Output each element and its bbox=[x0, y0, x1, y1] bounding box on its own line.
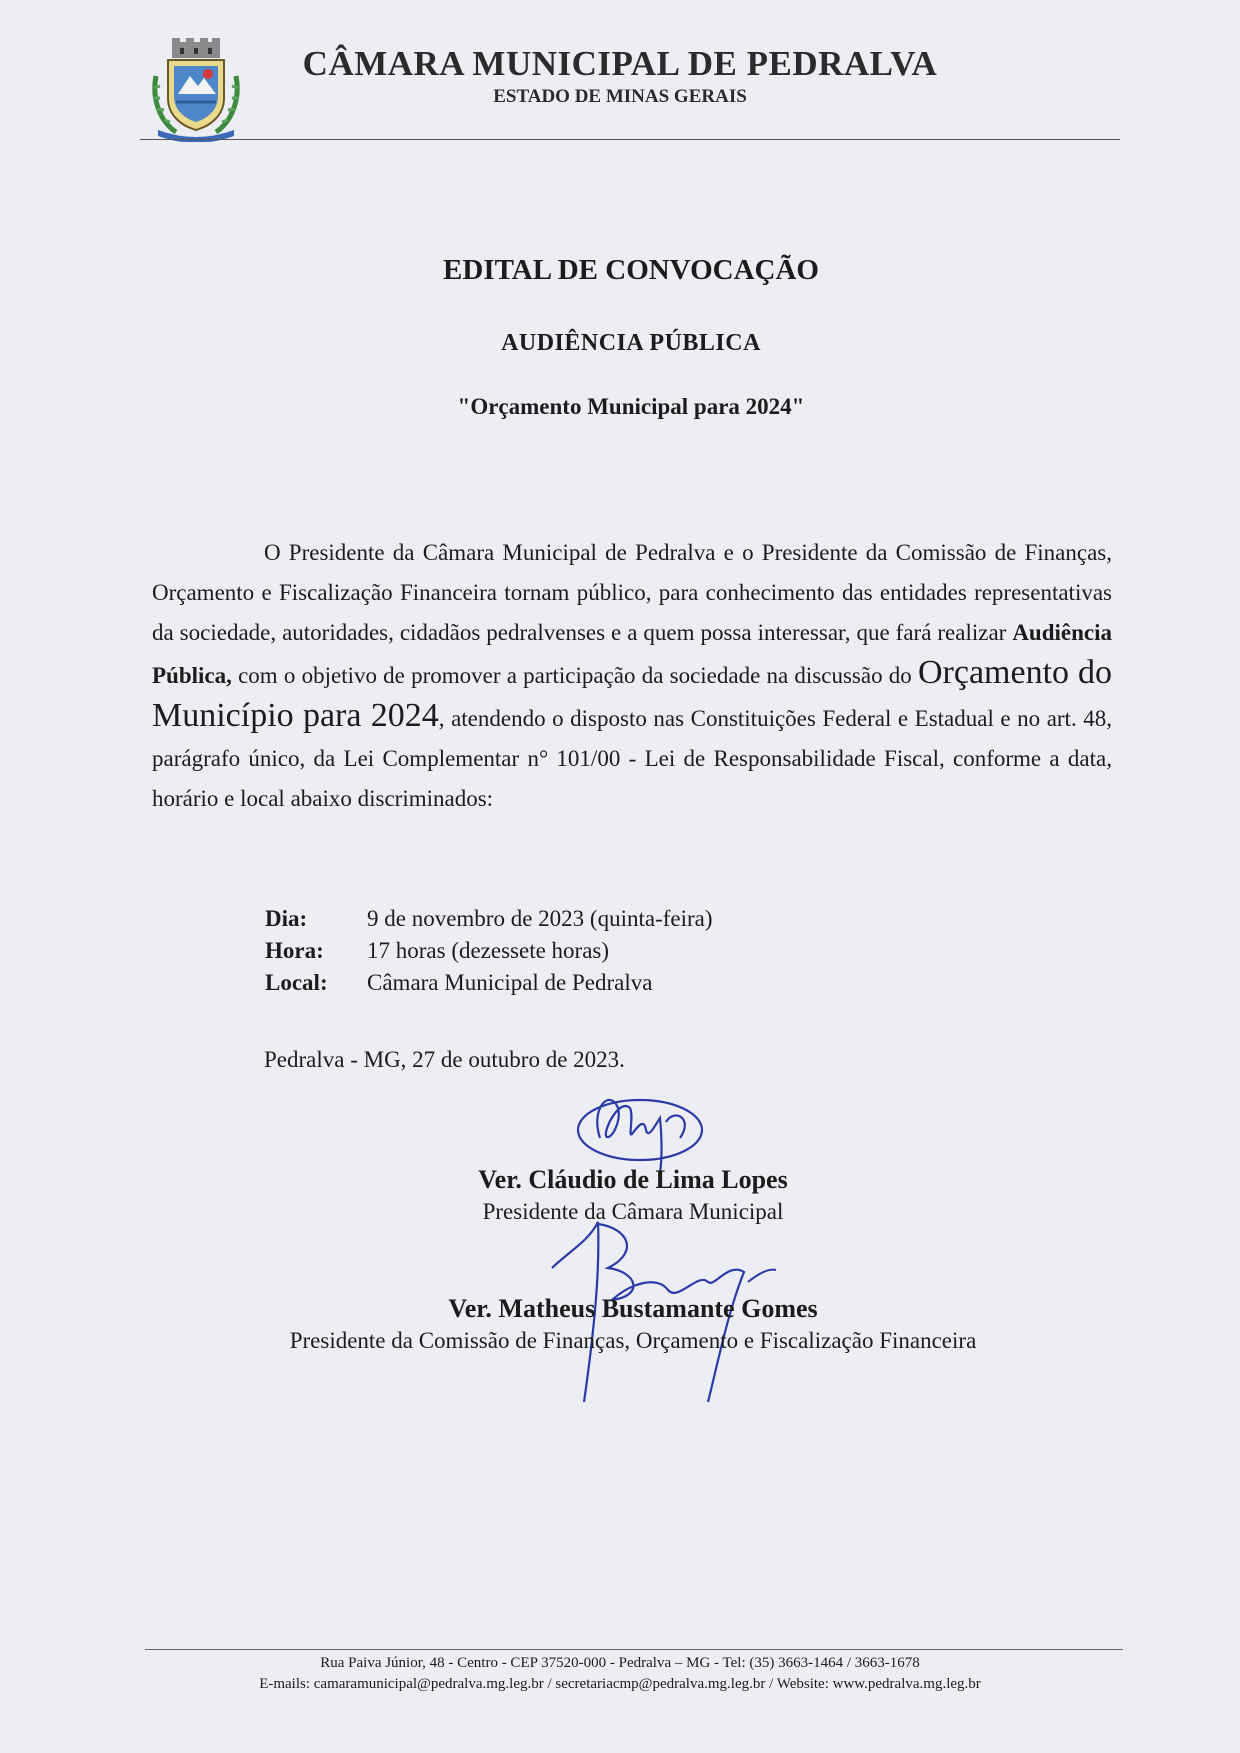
signatory-role: Presidente da Comissão de Finanças, Orçamento e Fiscalização Financeira bbox=[289, 1328, 977, 1353]
document-title: EDITAL DE CONVOCAÇÃO bbox=[443, 254, 819, 286]
header-divider bbox=[140, 139, 1120, 140]
document-theme: "Orçamento Municipal para 2024" bbox=[457, 394, 805, 419]
paragraph-emphasis: Audiência Pública, bbox=[152, 620, 1112, 688]
place-date-line: Pedralva - MG, 27 de outubro de 2023. bbox=[264, 1047, 625, 1072]
detail-label: Hora: bbox=[265, 938, 324, 963]
detail-value: 17 horas (dezessete horas) bbox=[367, 938, 610, 963]
institution-state: ESTADO DE MINAS GERAIS bbox=[493, 86, 747, 107]
detail-row-day bbox=[265, 903, 713, 935]
paragraph-text-2: com o objetivo de promover a participação da sociedade na discussão do bbox=[231, 663, 918, 688]
signatory-role: Presidente da Câmara Municipal bbox=[482, 1199, 784, 1224]
paragraph-text-1: O Presidente da Câmara Municipal de Pedralva e o Presidente da Comissão de Finanças, Orçamento e Fiscalização Financeira tornam público, para conhecimento das entidades representativas da sociedade, autoridades, cidadãos pedralvenses e a quem possa interessar, que fará realizar bbox=[152, 540, 1112, 645]
institution-title: CÂMARA MUNICIPAL DE PEDRALVA bbox=[302, 44, 938, 83]
detail-value: 9 de novembro de 2023 (quinta-feira) bbox=[367, 906, 713, 931]
convocation-paragraph bbox=[152, 533, 1112, 819]
event-details bbox=[265, 903, 713, 999]
detail-value: Câmara Municipal de Pedralva bbox=[367, 970, 653, 995]
signatory-name: Ver. Cláudio de Lima Lopes bbox=[478, 1165, 788, 1194]
signatory-name: Ver. Matheus Bustamante Gomes bbox=[448, 1294, 818, 1323]
detail-row-time bbox=[265, 935, 713, 967]
signature-block-president bbox=[0, 1163, 1240, 1227]
footer-divider bbox=[145, 1649, 1123, 1650]
paragraph-text-3: , atendendo o disposto nas Constituições Federal e Estadual e no art. 48, parágrafo único, da Lei Complementar n° 101/00 - Lei de Responsabilidade Fiscal, conforme a data, horário e local abaixo discriminados: bbox=[152, 706, 1112, 811]
detail-label: Dia: bbox=[265, 906, 308, 931]
detail-label: Local: bbox=[265, 970, 328, 995]
footer-address: Rua Paiva Júnior, 48 - Centro - CEP 37520-000 - Pedralva – MG - Tel: (35) 3663-1464 / 3663-1678 bbox=[320, 1655, 920, 1671]
coat-of-arms-icon bbox=[150, 36, 242, 142]
signature-block-committee bbox=[0, 1292, 1240, 1356]
paragraph-highlight: Orçamento do Município para 2024 bbox=[152, 654, 1112, 734]
document-subtitle: AUDIÊNCIA PÚBLICA bbox=[501, 330, 761, 356]
detail-row-place bbox=[265, 967, 713, 999]
footer-contacts: E-mails: camaramunicipal@pedralva.mg.leg.br / secretariacmp@pedralva.mg.leg.br / Website: www.pedralva.mg.leg.br bbox=[259, 1676, 981, 1692]
